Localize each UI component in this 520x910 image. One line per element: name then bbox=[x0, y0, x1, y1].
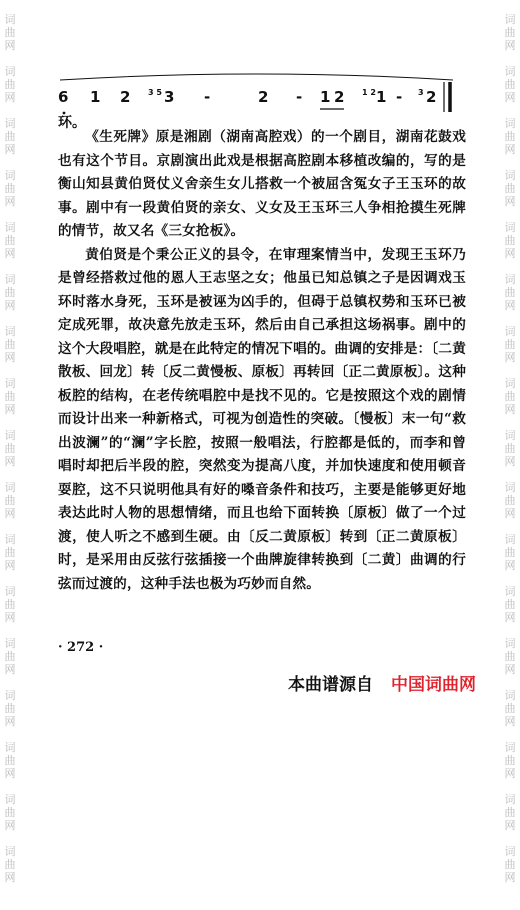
source-credit bbox=[288, 670, 476, 695]
grace-note: 3 bbox=[418, 88, 424, 97]
source-label: 本曲谱源自 bbox=[288, 675, 373, 695]
note: 1 bbox=[90, 88, 101, 106]
paragraph: 黄伯贤是个秉公正义的县令，在审理案情当中，发现王玉环乃是曾经搭救过他的恩人王志坚之女；他虽已知总镇之子是因调戏玉环时落水身死，玉环是被诬为凶手的，但碍于总镇权势和玉环已被定成死罪，故决意先放走玉环，然后由自己承担这场祸事。剧中的这个大段唱腔，就是在此特定的情况下唱的。曲调的安排是：〔二黄散板、回龙〕转〔反二黄慢板、原板〕再转回〔正二黄原板〕。这种板腔的结构，在老传统唱腔中是找不见的。它是按照这个戏的剧情而设计出来一种新格式，可视为创造性的突破。〔慢板〕末一句“救出波澜”的“澜”字长腔，按照一般唱法，行腔都是低的，而李和曾唱时却把后半段的腔，突然变为提高八度，并加快速度和使用顿音耍腔，这不只说明他具有好的嗓音条件和技巧，主要是能够更好地表达此时人物的思想情绪，而且也给下面转换〔原板〕做了一个过渡，使人听之不感到生硬。由〔反二黄原板〕转到〔正二黄原板〕时，是采用由反弦行弦插接一个曲牌旋律转换到〔二黄〕曲调的行弦而过渡的，这种手法也极为巧妙而自然。 bbox=[58, 246, 466, 592]
note: 1 bbox=[320, 88, 331, 106]
left-margin-watermark bbox=[3, 0, 17, 884]
note: 2 bbox=[258, 88, 269, 106]
article-body bbox=[58, 126, 466, 596]
note: 3 bbox=[164, 88, 175, 106]
note: - bbox=[204, 88, 211, 106]
right-margin-watermark bbox=[503, 0, 517, 884]
page-number: · 272 · bbox=[58, 640, 104, 655]
paragraph: 《生死牌》原是湘剧（湖南高腔戏）的一个剧目，湖南花鼓戏也有这个节目。京剧演出此戏是根据高腔剧本移植改编的，写的是衡山知县黄伯贤仗义舍亲生女儿搭救一个被屈含冤女子王玉环的故事。剧中有一段黄伯贤的亲女、义女及王玉环三人争相抢摸生死牌的情节，故又名《三女抢板》。 bbox=[58, 129, 466, 239]
note: 6 bbox=[58, 88, 69, 106]
site-name-link[interactable]: 中国词曲网 bbox=[391, 675, 476, 695]
note: - bbox=[296, 88, 303, 106]
lyric-text: 环。 bbox=[58, 115, 86, 131]
note: 2 bbox=[426, 88, 437, 106]
note: 2 bbox=[334, 88, 345, 106]
grace-note: 3 5 bbox=[148, 88, 162, 97]
note: 2 bbox=[120, 88, 131, 106]
note: - bbox=[396, 88, 403, 106]
slur-arc bbox=[60, 74, 453, 80]
watermark-column-right: 词 曲 网 词 曲 网 词 曲 网 词 曲 网 词 曲 网 词 曲 网 词 曲 网 词 曲 网 词 曲 网 词 曲 网 词 曲 网 词 曲 网 词 曲 网 词 曲 网 词 曲 网 词 曲 网 词 曲 网 bbox=[504, 13, 516, 884]
note: 1 bbox=[376, 88, 387, 106]
grace-note: 1 2 bbox=[362, 88, 376, 97]
note-row bbox=[58, 88, 464, 110]
watermark-column-left: 词 曲 网 词 曲 网 词 曲 网 词 曲 网 词 曲 网 词 曲 网 词 曲 网 词 曲 网 词 曲 网 词 曲 网 词 曲 网 词 曲 网 词 曲 网 词 曲 网 词 曲 网 词 曲 网 词 曲 网 bbox=[4, 13, 16, 884]
jianpu-score-excerpt bbox=[58, 72, 464, 131]
